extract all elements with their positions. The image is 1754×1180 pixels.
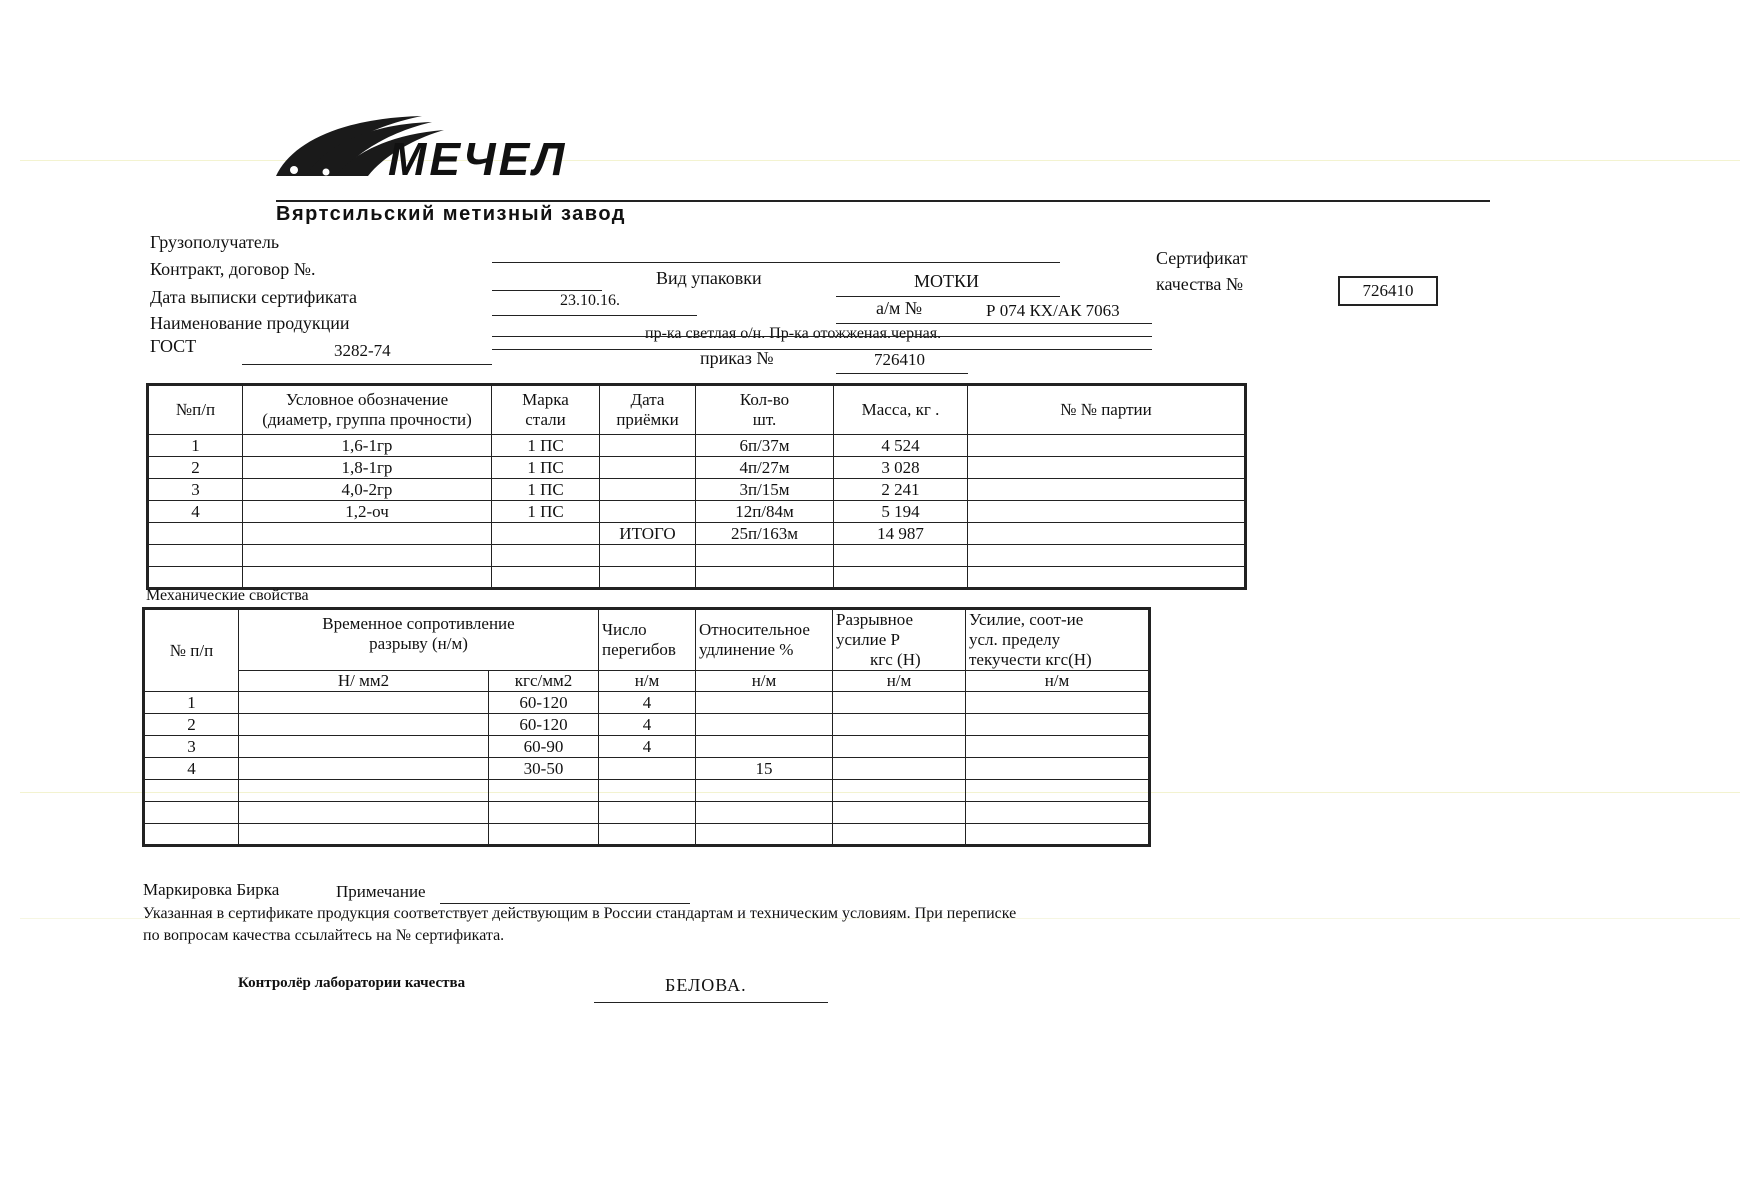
break-force-unit: н/м bbox=[833, 671, 966, 692]
cell-elong bbox=[696, 714, 833, 736]
cell-yield bbox=[966, 714, 1150, 736]
cell-break bbox=[833, 802, 966, 824]
marking-label: Маркировка Бирка bbox=[143, 880, 280, 899]
product-line-a bbox=[492, 336, 1152, 337]
table-row bbox=[144, 780, 1150, 802]
product-label: Наименование продукции bbox=[150, 313, 350, 333]
table-row bbox=[144, 692, 1150, 714]
packaging-line bbox=[836, 296, 1060, 297]
elongation-unit: н/м bbox=[696, 671, 833, 692]
yield-force-unit: н/м bbox=[966, 671, 1150, 692]
compliance-statement-2: по вопросам качества ссылайтесь на № сертификата. bbox=[143, 927, 505, 944]
controller-label: Контролёр лаборатории качества bbox=[238, 975, 466, 991]
cell-batch bbox=[968, 545, 1246, 567]
gost-line bbox=[242, 364, 492, 365]
cell-mass: 5 194 bbox=[834, 501, 968, 523]
tensile-kgs-header: кгс/мм2 bbox=[489, 671, 599, 692]
mech-header-row bbox=[144, 609, 1150, 671]
cell-mass: 14 987 bbox=[834, 523, 968, 545]
col-date-header: Дата приёмки bbox=[600, 385, 696, 435]
cell-yield bbox=[966, 692, 1150, 714]
cell-grade bbox=[492, 523, 600, 545]
cell-elong bbox=[696, 824, 833, 846]
gost-label: ГОСТ bbox=[150, 336, 197, 356]
cell-date bbox=[600, 567, 696, 589]
cell-nmm bbox=[239, 802, 489, 824]
cell-num bbox=[148, 545, 243, 567]
cell-num bbox=[144, 802, 239, 824]
certificate-label-1: Сертификат bbox=[1156, 248, 1248, 268]
products-table bbox=[146, 383, 1247, 590]
table-row bbox=[144, 714, 1150, 736]
mechanical-table bbox=[142, 607, 1151, 847]
cell-mass: 4 524 bbox=[834, 435, 968, 457]
yield-force-header: Усилие, соот-ие усл. пределу текучести кгс(Н) bbox=[966, 609, 1150, 671]
col-batch-header: № № партии bbox=[968, 385, 1246, 435]
col-qty-header: Кол-во шт. bbox=[696, 385, 834, 435]
cell-num bbox=[148, 523, 243, 545]
cell-grade: 1 ПС bbox=[492, 457, 600, 479]
cell-date bbox=[600, 457, 696, 479]
cell-kgs: 60-120 bbox=[489, 714, 599, 736]
cell-date: ИТОГО bbox=[600, 523, 696, 545]
header-rule bbox=[276, 200, 1490, 202]
truck-label: а/м № bbox=[876, 298, 923, 318]
cell-kgs bbox=[489, 824, 599, 846]
cell-bends bbox=[599, 802, 696, 824]
cell-break bbox=[833, 714, 966, 736]
cell-grade bbox=[492, 545, 600, 567]
cell-date bbox=[600, 501, 696, 523]
cell-elong bbox=[696, 736, 833, 758]
cell-num bbox=[148, 567, 243, 589]
product-name: пр-ка светлая о/н. Пр-ка отожженая.черная. bbox=[645, 325, 942, 342]
truck-value: Р 074 КХ/АК 7063 bbox=[986, 301, 1120, 320]
cell-mass: 3 028 bbox=[834, 457, 968, 479]
cell-num: 2 bbox=[148, 457, 243, 479]
certificate-label-2: качества № bbox=[1156, 274, 1244, 294]
cell-bends bbox=[599, 758, 696, 780]
note-line bbox=[440, 903, 690, 904]
cell-nmm bbox=[239, 714, 489, 736]
col-designation-header: Условное обозначение (диаметр, группа прочности) bbox=[243, 385, 492, 435]
cell-num: 1 bbox=[148, 435, 243, 457]
table-row bbox=[148, 545, 1246, 567]
cell-num: 4 bbox=[148, 501, 243, 523]
cell-num: 3 bbox=[144, 736, 239, 758]
cell-qty: 12п/84м bbox=[696, 501, 834, 523]
cell-break bbox=[833, 692, 966, 714]
tensile-header: Временное сопротивление разрыву (н/м) bbox=[239, 609, 599, 671]
cell-elong bbox=[696, 692, 833, 714]
cell-qty bbox=[696, 567, 834, 589]
cell-break bbox=[833, 780, 966, 802]
brand-logo-text: МЕЧЕЛ bbox=[388, 133, 568, 185]
cell-qty: 3п/15м bbox=[696, 479, 834, 501]
cell-bends: 4 bbox=[599, 736, 696, 758]
cell-break bbox=[833, 824, 966, 846]
cell-bends: 4 bbox=[599, 692, 696, 714]
table-row bbox=[144, 824, 1150, 846]
table-row bbox=[144, 758, 1150, 780]
table-row bbox=[148, 457, 1246, 479]
contract-label: Контракт, договор №. bbox=[150, 259, 316, 279]
consignee-label: Грузополучатель bbox=[150, 232, 280, 252]
cell-nmm bbox=[239, 692, 489, 714]
cell-qty bbox=[696, 545, 834, 567]
order-value: 726410 bbox=[874, 350, 925, 369]
cell-designation: 1,6-1гр bbox=[243, 435, 492, 457]
cell-yield bbox=[966, 802, 1150, 824]
mech-properties-title: Механические свойства bbox=[146, 587, 309, 604]
tensile-nmm-header: Н/ мм2 bbox=[239, 671, 489, 692]
cell-num: 2 bbox=[144, 714, 239, 736]
cell-yield bbox=[966, 824, 1150, 846]
cell-designation: 1,8-1гр bbox=[243, 457, 492, 479]
cell-bends bbox=[599, 824, 696, 846]
cell-batch bbox=[968, 523, 1246, 545]
table-row bbox=[148, 435, 1246, 457]
gost-value: 3282-74 bbox=[334, 341, 391, 360]
cell-designation: 1,2-оч bbox=[243, 501, 492, 523]
cell-designation bbox=[243, 523, 492, 545]
table-row bbox=[148, 501, 1246, 523]
cell-date bbox=[600, 545, 696, 567]
table-row bbox=[148, 479, 1246, 501]
cell-date bbox=[600, 435, 696, 457]
cell-bends: 4 bbox=[599, 714, 696, 736]
cell-num bbox=[144, 824, 239, 846]
cell-kgs bbox=[489, 802, 599, 824]
cell-nmm bbox=[239, 736, 489, 758]
table-row bbox=[144, 736, 1150, 758]
cell-designation: 4,0-2гр bbox=[243, 479, 492, 501]
plant-name: Вяртсильский метизный завод bbox=[276, 203, 626, 225]
cell-batch bbox=[968, 567, 1246, 589]
cell-nmm bbox=[239, 780, 489, 802]
packaging-label: Вид упаковки bbox=[656, 268, 762, 288]
col-num-header: №п/п bbox=[148, 385, 243, 435]
bends-unit: н/м bbox=[599, 671, 696, 692]
order-label: приказ № bbox=[700, 348, 774, 368]
cell-date bbox=[600, 479, 696, 501]
cell-designation bbox=[243, 545, 492, 567]
cell-batch bbox=[968, 457, 1246, 479]
date-line-b bbox=[492, 315, 697, 316]
cell-qty: 6п/37м bbox=[696, 435, 834, 457]
cell-num: 3 bbox=[148, 479, 243, 501]
cell-kgs: 60-120 bbox=[489, 692, 599, 714]
date-line-a bbox=[492, 290, 602, 291]
col-mass-header: Масса, кг . bbox=[834, 385, 968, 435]
cell-nmm bbox=[239, 824, 489, 846]
cell-mass bbox=[834, 567, 968, 589]
cell-designation bbox=[243, 567, 492, 589]
cell-bends bbox=[599, 780, 696, 802]
break-force-header: Разрывное усилие Р кгс (Н) bbox=[833, 609, 966, 671]
controller-name: БЕЛОВА. bbox=[665, 975, 747, 995]
cell-batch bbox=[968, 501, 1246, 523]
products-header-row bbox=[148, 385, 1246, 435]
cell-yield bbox=[966, 758, 1150, 780]
issue-date-value: 23.10.16. bbox=[560, 292, 620, 309]
table-row bbox=[144, 802, 1150, 824]
packaging-value: МОТКИ bbox=[914, 271, 980, 291]
cell-kgs: 30-50 bbox=[489, 758, 599, 780]
mech-units-row bbox=[144, 671, 1150, 692]
contract-line bbox=[492, 262, 1060, 263]
cell-yield bbox=[966, 780, 1150, 802]
elongation-header: Относительное удлинение % bbox=[696, 609, 833, 671]
cell-num: 4 bbox=[144, 758, 239, 780]
cell-mass: 2 241 bbox=[834, 479, 968, 501]
cell-grade bbox=[492, 567, 600, 589]
cell-grade: 1 ПС bbox=[492, 435, 600, 457]
truck-line bbox=[836, 323, 1152, 324]
product-line-b bbox=[492, 349, 1152, 350]
issue-date-label: Дата выписки сертификата bbox=[150, 287, 357, 307]
certificate-number: 726410 bbox=[1338, 276, 1438, 306]
signature-line bbox=[594, 1002, 828, 1003]
cell-mass bbox=[834, 545, 968, 567]
cell-qty: 25п/163м bbox=[696, 523, 834, 545]
cell-grade: 1 ПС bbox=[492, 501, 600, 523]
cell-num bbox=[144, 780, 239, 802]
col-grade-header: Марка стали bbox=[492, 385, 600, 435]
cell-nmm bbox=[239, 758, 489, 780]
order-line bbox=[836, 373, 968, 374]
bends-header: Число перегибов bbox=[599, 609, 696, 671]
table-row bbox=[148, 567, 1246, 589]
note-label: Примечание bbox=[336, 882, 426, 901]
cell-yield bbox=[966, 736, 1150, 758]
mech-num-header: № п/п bbox=[144, 609, 239, 692]
cell-break bbox=[833, 758, 966, 780]
cell-elong: 15 bbox=[696, 758, 833, 780]
cell-batch bbox=[968, 435, 1246, 457]
compliance-statement-1: Указанная в сертификате продукция соответствует действующим в России стандартам и техническим условиям. При переписке bbox=[143, 905, 1017, 922]
table-row bbox=[148, 523, 1246, 545]
cell-elong bbox=[696, 802, 833, 824]
cell-qty: 4п/27м bbox=[696, 457, 834, 479]
cell-elong bbox=[696, 780, 833, 802]
cell-grade: 1 ПС bbox=[492, 479, 600, 501]
cell-kgs bbox=[489, 780, 599, 802]
cell-batch bbox=[968, 479, 1246, 501]
cell-break bbox=[833, 736, 966, 758]
cell-kgs: 60-90 bbox=[489, 736, 599, 758]
cell-num: 1 bbox=[144, 692, 239, 714]
